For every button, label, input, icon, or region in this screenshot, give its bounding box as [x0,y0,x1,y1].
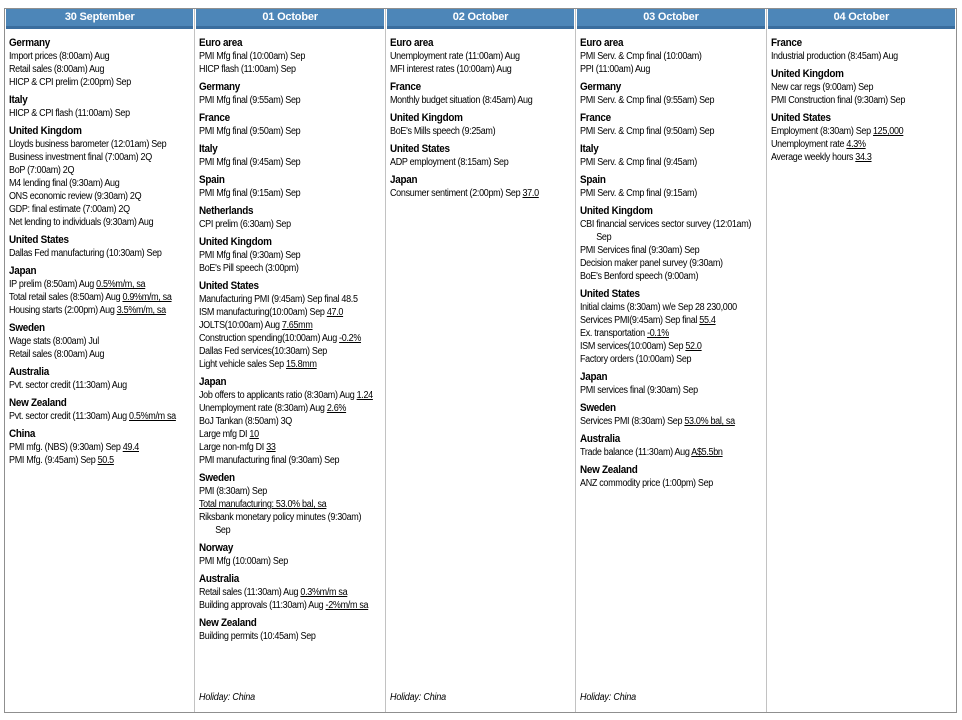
event-line [199,555,382,568]
country-name: Euro area [199,37,243,49]
country-section [199,36,382,76]
country-section [199,541,382,568]
event-line [9,379,192,392]
country-section [9,321,192,361]
country-name: United States [389,143,450,155]
country-name: Sweden [580,402,617,414]
country-name: France [580,112,612,124]
country-section [199,142,382,169]
event-text: PMI Mfg final (9:50am) Sep [199,126,301,137]
event-line [199,389,382,402]
event-line [580,340,763,353]
country-name: United Kingdom [9,125,82,137]
event-text: PMI Construction final (9:30am) Sep [770,95,905,106]
event-text: Large mfg DI [199,429,250,440]
country-section [199,235,382,275]
date-header: 30 September [6,9,193,29]
event-value: 4.3% [846,139,866,150]
country-name: Germany [199,81,241,93]
country-name: France [389,81,421,93]
event-line [771,138,954,151]
event-line [9,63,192,76]
country-section [580,36,763,76]
country-name: Italy [199,143,218,155]
country-section [199,375,382,467]
event-line [199,498,382,511]
event-value: 2.6% [327,403,347,414]
country-name: Spain [580,174,606,186]
country-section [9,396,192,423]
event-line [9,216,192,229]
event-text: Pvt. sector credit (11:30am) Aug [9,411,130,422]
event-text: Import prices (8:00am) Aug [9,51,110,62]
country-name: New Zealand [9,397,67,409]
event-text: Building approvals (11:30am) Aug [199,600,326,611]
event-line [199,262,382,275]
event-value: Total manufacturing: 53.0% bal, sa [199,499,327,510]
event-text: Services PMI (8:30am) Sep [580,416,685,427]
event-text: PMI Mfg. (9:45am) Sep [9,455,98,466]
event-line [199,511,382,537]
event-text: ANZ commodity price (1:00pm) Sep [580,478,714,489]
event-line [9,107,192,120]
country-section [9,427,192,467]
date-header: 03 October [577,9,764,29]
event-text: PMI Serv. & Cmp final (10:00am) [580,51,702,62]
event-text: ISM manufacturing(10:00am) Sep [199,307,328,318]
event-value: 0.3%m/m sa [300,587,348,598]
event-value: A$5.5bn [691,447,723,458]
event-line [199,249,382,262]
country-name: Italy [580,143,599,155]
date-column [195,9,385,712]
country-section [390,80,573,107]
country-section [199,572,382,612]
country-name: Netherlands [199,205,254,217]
event-value: 0.9%m/m, sa [122,292,172,303]
event-text: Lloyds business barometer (12:01am) Sep [9,139,167,150]
date-header: 04 October [768,9,955,29]
holiday-note: Holiday: China [389,692,446,703]
event-text: Retail sales (8:00am) Aug [9,349,105,360]
event-text: BoE's Mills speech (9:25am) [389,126,496,137]
column-body [767,29,956,712]
event-value: 33 [266,442,276,453]
event-text: Retail sales (11:30am) Aug [199,587,301,598]
event-line [199,187,382,200]
event-text: Riksbank monetary policy minutes (9:30am) [199,512,362,523]
event-text: Business investment final (7:00am) 2Q [9,152,152,163]
event-line [580,63,763,76]
event-value: 125,000 [872,126,903,137]
country-section [199,80,382,107]
country-name: Germany [580,81,622,93]
event-text: Pvt. sector credit (11:30am) Aug [9,380,127,391]
event-line [580,446,763,459]
event-line [771,50,954,63]
event-value: -0.1% [647,328,670,339]
event-text: ISM services(10:00am) Sep [580,341,686,352]
event-text: PMI mfg. (NBS) (9:30am) Sep [9,442,123,453]
event-value: 55.4 [699,315,716,326]
event-line [580,156,763,169]
event-line [199,293,382,306]
event-text: BoE's Benford speech (9:00am) [580,271,699,282]
country-name: Italy [9,94,28,106]
date-header: 02 October [387,9,574,29]
event-value: 50.5 [97,455,114,466]
event-text: Retail sales (8:00am) Aug [9,64,105,75]
event-text: PMI (8:30am) Sep [199,486,268,497]
event-text: CBI financial services sector survey (12:01am) [580,219,752,230]
event-continuation: Sep [215,525,231,536]
event-text: BoP (7:00am) 2Q [9,165,75,176]
event-value: 53.0% bal, sa [684,416,736,427]
event-value: 3.5%m/m, sa [116,305,166,316]
event-text: PMI Mfg (10:00am) Sep [199,556,289,567]
event-line [580,353,763,366]
event-value: 37.0 [522,188,539,199]
event-text: New car regs (9:00am) Sep [770,82,873,93]
event-line [390,156,573,169]
event-text: CPI prelim (6:30am) Sep [199,219,292,230]
country-name: Norway [199,542,234,554]
country-section [9,93,192,120]
event-text: PMI Mfg final (9:45am) Sep [199,157,301,168]
event-text: Building permits (10:45am) Sep [199,631,317,642]
event-line [771,81,954,94]
event-line [199,63,382,76]
event-text: IP prelim (8:50am) Aug [9,279,97,290]
event-text: Light vehicle sales Sep [199,359,287,370]
country-name: Japan [9,265,37,277]
event-value: 52.0 [685,341,702,352]
country-name: United Kingdom [389,112,463,124]
event-line [771,125,954,138]
event-line [9,50,192,63]
event-text: Average weekly hours [770,152,855,163]
event-line [199,599,382,612]
column-body [386,29,575,712]
event-value: 34.3 [854,152,872,163]
event-line [580,384,763,397]
event-text: Manufacturing PMI (9:45am) Sep final 48.5 [199,294,359,305]
event-line [390,94,573,107]
event-line [9,151,192,164]
event-text: PMI Services final (9:30am) Sep [580,245,700,256]
country-name: Japan [389,174,418,186]
event-line [390,125,573,138]
event-text: Initial claims (8:30am) w/e Sep 28 230,000 [580,302,738,313]
event-value: 0.5%m/m, sa [96,279,146,290]
event-text: PMI Serv. & Cmp final (9:55am) Sep [580,95,715,106]
event-text: Large non-mfg DI [199,442,267,453]
event-line [771,151,954,164]
event-line [199,441,382,454]
event-text: PMI Mfg final (9:55am) Sep [199,95,301,106]
event-text: Construction spending(10:00am) Aug [199,333,340,344]
country-name: United States [770,112,831,124]
event-line [9,247,192,260]
event-line [199,402,382,415]
country-section [199,616,382,643]
event-line [199,630,382,643]
event-text: Housing starts (2:00pm) Aug [9,305,117,316]
event-text: ONS economic review (9:30am) 2Q [9,191,142,202]
event-value: -2%m/m sa [325,600,369,611]
event-text: PMI Serv. & Cmp final (9:50am) Sep [580,126,715,137]
event-text: PMI Serv. & Cmp final (9:15am) [580,188,698,199]
event-line [9,278,192,291]
event-text: Net lending to individuals (9:30am) Aug [9,217,154,228]
event-text: Factory orders (10:00am) Sep [580,354,692,365]
event-value: 10 [249,429,260,440]
holiday-note: Holiday: China [580,692,637,703]
country-section [390,142,573,169]
column-body [576,29,765,712]
country-section [9,36,192,89]
country-name: France [770,37,802,49]
event-line [9,410,192,423]
event-line [199,319,382,332]
event-line [199,332,382,345]
event-value: 49.4 [122,442,139,453]
country-section [580,287,763,366]
event-text: PMI Serv. & Cmp final (9:45am) [580,157,698,168]
event-line [199,586,382,599]
event-text: Dallas Fed services(10:30am) Sep [199,346,328,357]
country-name: Euro area [580,37,624,49]
event-text: Total retail sales (8:50am) Aug [9,292,123,303]
country-name: United Kingdom [770,68,844,80]
event-line [390,50,573,63]
event-line [580,187,763,200]
event-line [9,348,192,361]
country-section [199,471,382,537]
country-section [580,80,763,107]
event-line [9,190,192,203]
country-name: France [199,112,231,124]
event-value: 1.24 [356,390,374,401]
event-text: HICP flash (11:00am) Sep [199,64,297,75]
country-section [9,124,192,229]
event-text: Wage stats (8:00am) Jul [9,336,99,347]
event-text: Industrial production (8:45am) Aug [770,51,898,62]
event-line [580,125,763,138]
event-text: Decision maker panel survey (9:30am) [580,258,723,269]
event-line [580,301,763,314]
event-text: Consumer sentiment (2:00pm) Sep [389,188,523,199]
event-line [771,94,954,107]
event-text: Unemployment rate (11:00am) Aug [389,51,520,62]
event-line [580,415,763,428]
event-line [199,428,382,441]
country-name: China [9,428,36,440]
country-section [199,204,382,231]
event-text: BoE's Pill speech (3:00pm) [199,263,299,274]
event-text: PMI services final (9:30am) Sep [580,385,699,396]
event-line [9,164,192,177]
event-text: GDP: final estimate (7:00am) 2Q [9,204,130,215]
country-name: Sweden [9,322,45,334]
event-line [199,306,382,319]
event-line [580,327,763,340]
country-section [771,111,954,164]
event-text: Employment (8:30am) Sep [770,126,873,137]
country-name: Australia [9,366,49,378]
country-name: Australia [580,433,621,445]
event-line [199,50,382,63]
event-line [9,291,192,304]
event-line [199,94,382,107]
country-name: Germany [9,37,51,49]
event-line [580,270,763,283]
event-line [580,50,763,63]
event-text: MFI interest rates (10:00am) Aug [389,64,512,75]
country-name: New Zealand [199,617,257,629]
country-section [199,111,382,138]
event-line [580,257,763,270]
event-text: Services PMI(9:45am) Sep final [580,315,700,326]
event-line [199,345,382,358]
country-section [390,111,573,138]
country-name: Japan [199,376,227,388]
event-line [9,138,192,151]
event-line [199,358,382,371]
country-name: Sweden [199,472,236,484]
date-column [5,9,195,712]
country-name: United Kingdom [580,205,653,217]
event-line [199,454,382,467]
country-section [771,36,954,63]
event-value: 0.5%m/m sa [129,411,176,422]
country-name: Euro area [389,37,434,49]
country-section [390,36,573,76]
event-line [9,304,192,317]
country-section [9,365,192,392]
event-line [580,244,763,257]
column-body [195,29,384,712]
country-section [199,279,382,371]
country-name: United Kingdom [199,236,273,248]
country-section [9,233,192,260]
country-section [580,401,763,428]
event-text: Unemployment rate [770,139,846,150]
calendar-grid [4,8,957,713]
event-value: 7.65mm [282,320,313,331]
event-text: Dallas Fed manufacturing (10:30am) Sep [9,248,162,259]
country-name: United States [580,288,640,300]
holiday-note: Holiday: China [199,692,256,703]
event-line [580,314,763,327]
date-column [576,9,766,712]
event-text: Job offers to applicants ratio (8:30am) Aug [199,390,357,401]
country-section [580,173,763,200]
event-text: HICP & CPI flash (11:00am) Sep [9,108,130,119]
country-section [580,370,763,397]
event-text: Unemployment rate (8:30am) Aug [199,403,328,414]
event-line [580,477,763,490]
country-section [771,67,954,107]
event-text: M4 lending final (9:30am) Aug [9,178,120,189]
event-text: Monthly budget situation (8:45am) Aug [389,95,533,106]
country-name: Japan [580,371,608,383]
country-section [580,204,763,283]
event-line [9,76,192,89]
event-line [580,94,763,107]
event-text: PMI manufacturing final (9:30am) Sep [199,455,340,466]
country-section [580,111,763,138]
event-text: Trade balance (11:30am) Aug [580,447,692,458]
country-name: United States [199,280,260,292]
event-text: PPI (11:00am) Aug [580,64,651,75]
event-text: Ex. transportation [580,328,648,339]
event-line [9,335,192,348]
event-line [9,454,192,467]
country-name: United States [9,234,69,246]
event-text: BoJ Tankan (8:50am) 3Q [199,416,293,427]
country-name: Australia [199,573,240,585]
column-body [5,29,194,712]
event-text: PMI Mfg final (10:00am) Sep [199,51,306,62]
event-value: -0.2% [339,333,362,344]
event-line [580,218,763,244]
event-line [9,441,192,454]
event-line [9,203,192,216]
country-section [580,463,763,490]
event-line [199,485,382,498]
event-text: JOLTS(10:00am) Aug [199,320,283,331]
event-line [390,187,573,200]
event-line [390,63,573,76]
country-section [199,173,382,200]
country-section [390,173,573,200]
event-line [199,218,382,231]
event-line [199,125,382,138]
country-section [580,142,763,169]
event-value: 15.8mm [286,359,318,370]
event-line [9,177,192,190]
country-name: Spain [199,174,226,186]
event-value: 47.0 [327,307,344,318]
event-text: PMI Mfg final (9:15am) Sep [199,188,301,199]
date-column [386,9,576,712]
date-header: 01 October [196,9,383,29]
date-column [767,9,956,712]
event-line [199,156,382,169]
country-section [9,264,192,317]
event-text: HICP & CPI prelim (2:00pm) Sep [9,77,131,88]
country-name: New Zealand [580,464,638,476]
country-section [580,432,763,459]
event-text: ADP employment (8:15am) Sep [389,157,509,168]
event-continuation: Sep [596,232,612,243]
event-line [199,415,382,428]
event-text: PMI Mfg final (9:30am) Sep [199,250,301,261]
